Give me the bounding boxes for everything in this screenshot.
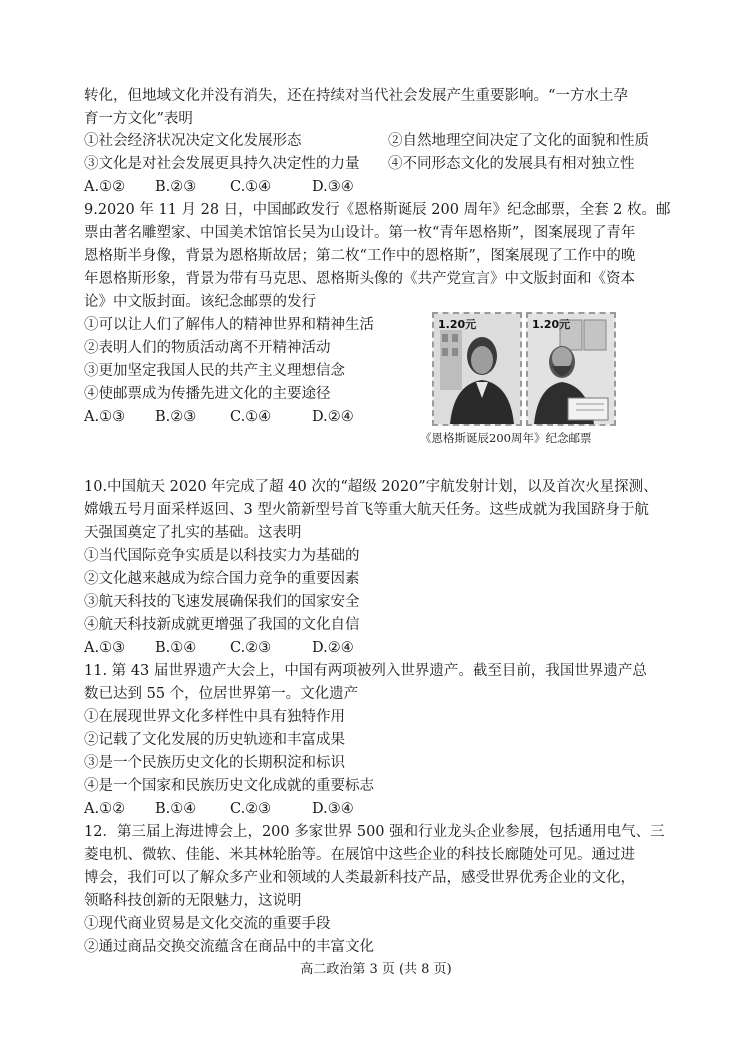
answer-b: B.①④ — [155, 801, 197, 817]
q12-option-2: ②通过商品交换交流蕴含在商品中的丰富文化 — [84, 939, 374, 955]
answer-a: A.①② — [84, 801, 126, 817]
q10-line-3: 天强国奠定了扎实的基础。这表明 — [84, 525, 302, 541]
q11-line-1: 11. 第 43 届世界遗产大会上，中国有两项被列入世界遗产。截至目前，我国世界遗产总 — [84, 663, 647, 679]
q11-option-3: ③是一个民族历史文化的长期积淀和标识 — [84, 755, 345, 771]
answer-b: B.①④ — [155, 640, 197, 656]
stamp-denomination: 1.20元 — [438, 318, 477, 331]
q11-option-1: ①在展现世界文化多样性中具有独特作用 — [84, 709, 345, 725]
q10-option-2: ②文化越来越成为综合国力竞争的重要因素 — [84, 571, 360, 587]
q9-option-3: ③更加坚定我国人民的共产主义理想信念 — [84, 363, 345, 379]
q9-answer-row — [84, 407, 404, 427]
intro-line-1: 转化，但地域文化并没有消失，还在持续对当代社会发展产生重要影响。“一方水土孕 — [84, 88, 628, 104]
answer-a: A.①③ — [84, 409, 126, 425]
q10-line-2: 嫦娥五号月面采样返回、3 型火箭新型号首飞等重大航天任务。这些成就为我国跻身于航 — [84, 502, 649, 518]
q11-answer-row — [84, 799, 404, 819]
intro-line-2: 育一方文化”表明 — [84, 111, 193, 127]
q12-line-2: 菱电机、微软、佳能、米其林轮胎等。在展馆中这些企业的科技长廊随处可见。通过进 — [84, 847, 635, 863]
q10-line-1: 10.中国航天 2020 年完成了超 40 次的“超级 2020”宇航发射计划，以及首次火星探测、 — [84, 479, 658, 495]
answer-d: D.③④ — [312, 179, 354, 195]
q12-option-1: ①现代商业贸易是文化交流的重要手段 — [84, 916, 331, 932]
answer-c: C.②③ — [230, 801, 272, 817]
answer-b: B.②③ — [155, 179, 197, 195]
intro-option-2: ②自然地理空间决定了文化的面貌和性质 — [388, 133, 649, 149]
answer-c: C.①④ — [230, 409, 272, 425]
answer-c: C.②③ — [230, 640, 272, 656]
stamp-young-engels — [432, 312, 522, 426]
q9-option-1: ①可以让人们了解伟人的精神世界和精神生活 — [84, 317, 374, 333]
q9-line-5: 论》中文版封面。该纪念邮票的发行 — [84, 294, 316, 310]
intro-option-1: ①社会经济状况决定文化发展形态 — [84, 133, 302, 149]
answer-d: D.③④ — [312, 801, 354, 817]
intro-option-4: ④不同形态文化的发展具有相对独立性 — [388, 156, 635, 172]
q9-line-1: 9.2020 年 11 月 28 日，中国邮政发行《恩格斯诞辰 200 周年》纪念邮票，全套 2 枚。邮 — [84, 202, 671, 218]
q11-option-2: ②记载了文化发展的历史轨迹和丰富成果 — [84, 732, 345, 748]
q10-option-3: ③航天科技的飞速发展确保我们的国家安全 — [84, 594, 360, 610]
engels-stamps-image — [432, 312, 616, 428]
answer-d: D.②④ — [312, 409, 354, 425]
q9-line-3: 恩格斯半身像，背景为恩格斯故居；第二枚“工作中的恩格斯”，图案展现了工作中的晚 — [84, 248, 636, 264]
q12-line-3: 博会，我们可以了解众多产业和领域的人类最新科技产品，感受世界优秀企业的文化， — [84, 870, 635, 886]
answer-c: C.①④ — [230, 179, 272, 195]
answer-d: D.②④ — [312, 640, 354, 656]
stamp-denomination: 1.20元 — [532, 318, 571, 331]
intro-answer-row — [84, 177, 684, 197]
q11-line-2: 数已达到 55 个，位居世界第一。文化遗产 — [84, 686, 359, 702]
q12-line-4: 领略科技创新的无限魅力，这说明 — [84, 893, 302, 909]
answer-b: B.②③ — [155, 409, 197, 425]
q9-option-2: ②表明人们的物质活动离不开精神活动 — [84, 340, 331, 356]
intro-option-3: ③文化是对社会发展更具持久决定性的力量 — [84, 156, 360, 172]
answer-a: A.①③ — [84, 640, 126, 656]
q10-option-4: ④航天科技新成就更增强了我国的文化自信 — [84, 617, 360, 633]
answer-a: A.①② — [84, 179, 126, 195]
stamp-working-engels — [526, 312, 616, 426]
image-caption: 《恩格斯诞辰200周年》纪念邮票 — [420, 431, 592, 445]
q10-answer-row — [84, 638, 404, 658]
q9-line-4: 年恩格斯形象，背景为带有马克思、恩格斯头像的《共产党宣言》中文版封面和《资本 — [84, 271, 635, 287]
q11-option-4: ④是一个国家和民族历史文化成就的重要标志 — [84, 778, 374, 794]
q9-line-2: 票由著名雕塑家、中国美术馆馆长吴为山设计。第一枚“青年恩格斯”，图案展现了青年 — [84, 225, 636, 241]
q12-line-1: 12．第三届上海进博会上，200 多家世界 500 强和行业龙头企业参展，包括通用电气、三 — [84, 824, 665, 840]
q9-option-4: ④使邮票成为传播先进文化的主要途径 — [84, 386, 331, 402]
page-footer: 高二政治第 3 页 (共 8 页) — [300, 962, 452, 977]
q10-option-1: ①当代国际竞争实质是以科技实力为基础的 — [84, 548, 360, 564]
